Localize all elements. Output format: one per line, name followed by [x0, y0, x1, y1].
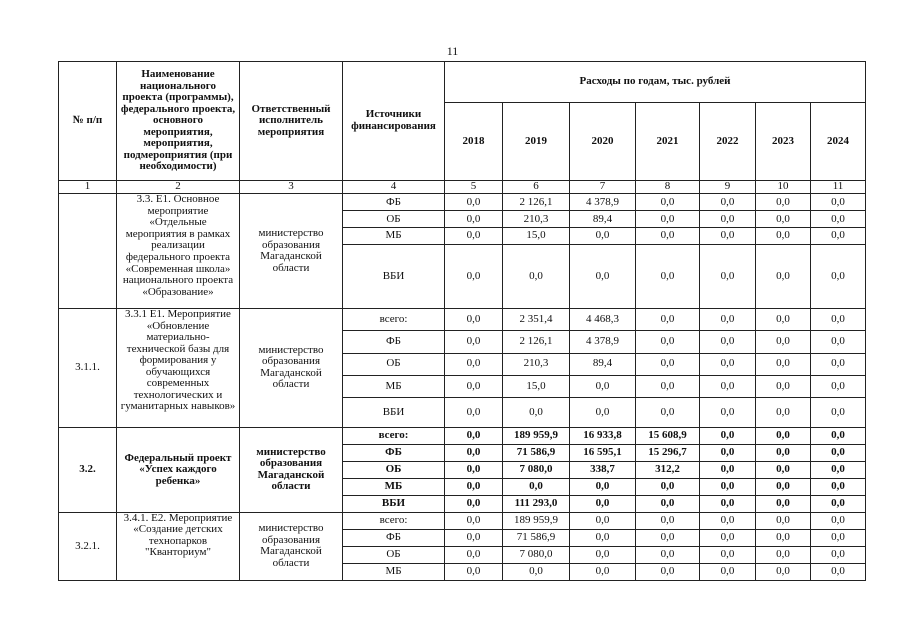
amount-cell: 0,0 [756, 194, 811, 211]
amount-cell: 0,0 [756, 353, 811, 375]
funding-source: всего: [343, 427, 445, 444]
amount-cell: 4 378,9 [570, 331, 636, 353]
row-number [59, 194, 117, 309]
amount-cell: 0,0 [570, 529, 636, 546]
amount-cell: 0,0 [445, 245, 503, 309]
amount-cell: 0,0 [756, 211, 811, 228]
amount-cell: 0,0 [811, 228, 866, 245]
amount-cell: 15,0 [503, 375, 570, 397]
amount-cell: 0,0 [756, 331, 811, 353]
amount-cell: 2 126,1 [503, 194, 570, 211]
amount-cell: 0,0 [756, 478, 811, 495]
amount-cell: 0,0 [811, 512, 866, 529]
col-number: 4 [343, 180, 445, 193]
amount-cell: 0,0 [445, 529, 503, 546]
amount-cell: 0,0 [700, 546, 756, 563]
amount-cell: 210,3 [503, 353, 570, 375]
item-name: Федеральный проект «Успех каждого ребенка» [117, 427, 240, 512]
amount-cell: 0,0 [445, 375, 503, 397]
amount-cell: 0,0 [636, 375, 700, 397]
amount-cell: 0,0 [570, 245, 636, 309]
amount-cell: 0,0 [445, 546, 503, 563]
amount-cell: 0,0 [756, 375, 811, 397]
amount-cell: 189 959,9 [503, 427, 570, 444]
table-row [59, 512, 866, 529]
amount-cell: 0,0 [636, 245, 700, 309]
amount-cell: 16 933,8 [570, 427, 636, 444]
amount-cell: 15,0 [503, 228, 570, 245]
amount-cell: 0,0 [756, 495, 811, 512]
amount-cell: 0,0 [636, 398, 700, 428]
amount-cell: 0,0 [445, 427, 503, 444]
amount-cell: 0,0 [811, 398, 866, 428]
amount-cell: 0,0 [503, 398, 570, 428]
year-header: 2021 [636, 103, 700, 181]
year-header: 2018 [445, 103, 503, 181]
amount-cell: 0,0 [445, 563, 503, 580]
page-number: 11 [446, 44, 459, 58]
executor: министерство образования Магаданской области [240, 194, 343, 309]
funding-source: МБ [343, 563, 445, 580]
amount-cell: 0,0 [636, 495, 700, 512]
year-header: 2022 [700, 103, 756, 181]
amount-cell: 0,0 [570, 512, 636, 529]
amount-cell: 0,0 [756, 228, 811, 245]
amount-cell: 71 586,9 [503, 444, 570, 461]
amount-cell: 0,0 [636, 563, 700, 580]
year-header: 2023 [756, 103, 811, 181]
amount-cell: 2 351,4 [503, 308, 570, 330]
amount-cell: 7 080,0 [503, 546, 570, 563]
amount-cell: 0,0 [445, 495, 503, 512]
amount-cell: 0,0 [700, 563, 756, 580]
amount-cell: 0,0 [756, 308, 811, 330]
amount-cell: 89,4 [570, 211, 636, 228]
amount-cell: 15 296,7 [636, 444, 700, 461]
amount-cell: 0,0 [700, 211, 756, 228]
amount-cell: 0,0 [756, 512, 811, 529]
amount-cell: 0,0 [700, 353, 756, 375]
amount-cell: 0,0 [700, 512, 756, 529]
amount-cell: 0,0 [570, 398, 636, 428]
amount-cell: 0,0 [700, 495, 756, 512]
item-name: 3.3.1 Е1. Мероприятие «Обновление материально-технической базы для формирования у обучающихся современных технологических и гуманитарных навыков» [117, 308, 240, 427]
header-name: Наименование национального проекта (программы), федерального проекта, основного мероприятия, мероприятия, подмероприятия (при необходимости) [117, 62, 240, 181]
amount-cell: 0,0 [445, 331, 503, 353]
amount-cell: 0,0 [636, 331, 700, 353]
amount-cell: 0,0 [811, 427, 866, 444]
amount-cell: 89,4 [570, 353, 636, 375]
amount-cell: 0,0 [756, 461, 811, 478]
amount-cell: 0,0 [700, 245, 756, 309]
amount-cell: 0,0 [756, 245, 811, 309]
amount-cell: 0,0 [756, 444, 811, 461]
col-number: 11 [811, 180, 866, 193]
col-number: 2 [117, 180, 240, 193]
row-number: 3.2.1. [59, 512, 117, 580]
amount-cell: 0,0 [811, 478, 866, 495]
amount-cell: 0,0 [636, 512, 700, 529]
amount-cell: 0,0 [503, 245, 570, 309]
amount-cell: 189 959,9 [503, 512, 570, 529]
amount-cell: 312,2 [636, 461, 700, 478]
funding-source: ФБ [343, 331, 445, 353]
amount-cell: 0,0 [811, 308, 866, 330]
funding-source: ВБИ [343, 398, 445, 428]
amount-cell: 0,0 [700, 331, 756, 353]
amount-cell: 0,0 [445, 308, 503, 330]
year-header: 2019 [503, 103, 570, 181]
amount-cell: 0,0 [811, 546, 866, 563]
funding-source: всего: [343, 308, 445, 330]
header-expenses: Расходы по годам, тыс. рублей [445, 62, 866, 103]
col-number: 10 [756, 180, 811, 193]
amount-cell: 0,0 [700, 398, 756, 428]
amount-cell: 0,0 [756, 529, 811, 546]
header-executor: Ответственный исполнитель мероприятия [240, 62, 343, 181]
funding-source: ФБ [343, 444, 445, 461]
amount-cell: 0,0 [636, 529, 700, 546]
amount-cell: 0,0 [700, 228, 756, 245]
col-number: 3 [240, 180, 343, 193]
amount-cell: 0,0 [700, 461, 756, 478]
amount-cell: 0,0 [636, 308, 700, 330]
funding-source: ФБ [343, 194, 445, 211]
amount-cell: 0,0 [811, 563, 866, 580]
funding-source: ОБ [343, 353, 445, 375]
column-number-row [59, 180, 866, 193]
amount-cell: 0,0 [636, 194, 700, 211]
funding-source: МБ [343, 478, 445, 495]
amount-cell: 0,0 [756, 563, 811, 580]
amount-cell: 0,0 [700, 529, 756, 546]
funding-source: ВБИ [343, 495, 445, 512]
amount-cell: 0,0 [700, 194, 756, 211]
amount-cell: 0,0 [756, 398, 811, 428]
amount-cell: 4 378,9 [570, 194, 636, 211]
amount-cell: 2 126,1 [503, 331, 570, 353]
amount-cell: 0,0 [570, 375, 636, 397]
amount-cell: 0,0 [445, 228, 503, 245]
funding-source: ОБ [343, 546, 445, 563]
funding-source: ВБИ [343, 245, 445, 309]
amount-cell: 0,0 [570, 228, 636, 245]
item-name: 3.4.1. Е2. Мероприятие «Создание детских технопарков "Кванториум" [117, 512, 240, 580]
executor: министерство образования Магаданской области [240, 427, 343, 512]
executor: министерство образования Магаданской области [240, 512, 343, 580]
amount-cell: 0,0 [811, 353, 866, 375]
amount-cell: 0,0 [570, 478, 636, 495]
amount-cell: 0,0 [445, 211, 503, 228]
col-number: 7 [570, 180, 636, 193]
col-number: 5 [445, 180, 503, 193]
col-number: 9 [700, 180, 756, 193]
executor: министерство образования Магаданской области [240, 308, 343, 427]
amount-cell: 71 586,9 [503, 529, 570, 546]
item-name: 3.3. Е1. Основное мероприятие «Отдельные мероприятия в рамках реализации федерального проекта «Современная школа» национального проекта «Образование» [117, 194, 240, 309]
funding-source: МБ [343, 228, 445, 245]
amount-cell: 0,0 [570, 563, 636, 580]
funding-source: ОБ [343, 461, 445, 478]
amount-cell: 0,0 [700, 375, 756, 397]
amount-cell: 0,0 [636, 211, 700, 228]
table-row [59, 427, 866, 444]
amount-cell: 0,0 [811, 194, 866, 211]
amount-cell: 0,0 [636, 546, 700, 563]
col-number: 6 [503, 180, 570, 193]
col-number: 8 [636, 180, 700, 193]
amount-cell: 0,0 [700, 478, 756, 495]
amount-cell: 0,0 [811, 461, 866, 478]
amount-cell: 0,0 [636, 228, 700, 245]
amount-cell: 0,0 [756, 546, 811, 563]
amount-cell: 111 293,0 [503, 495, 570, 512]
amount-cell: 0,0 [445, 478, 503, 495]
col-number: 1 [59, 180, 117, 193]
table-row [59, 194, 866, 211]
funding-source: ФБ [343, 529, 445, 546]
amount-cell: 0,0 [811, 375, 866, 397]
amount-cell: 0,0 [811, 444, 866, 461]
amount-cell: 7 080,0 [503, 461, 570, 478]
row-number: 3.2. [59, 427, 117, 512]
amount-cell: 0,0 [445, 461, 503, 478]
year-header: 2020 [570, 103, 636, 181]
amount-cell: 0,0 [811, 529, 866, 546]
header-row [59, 62, 866, 103]
amount-cell: 0,0 [636, 478, 700, 495]
funding-source: МБ [343, 375, 445, 397]
amount-cell: 0,0 [700, 308, 756, 330]
amount-cell: 210,3 [503, 211, 570, 228]
amount-cell: 16 595,1 [570, 444, 636, 461]
header-source: Источники финансирования [343, 62, 445, 181]
year-header: 2024 [811, 103, 866, 181]
amount-cell: 0,0 [700, 444, 756, 461]
amount-cell: 0,0 [570, 546, 636, 563]
budget-table [58, 61, 866, 581]
amount-cell: 15 608,9 [636, 427, 700, 444]
amount-cell: 0,0 [445, 512, 503, 529]
header-num: № п/п [59, 62, 117, 181]
funding-source: ОБ [343, 211, 445, 228]
amount-cell: 0,0 [756, 427, 811, 444]
amount-cell: 0,0 [503, 563, 570, 580]
row-number: 3.1.1. [59, 308, 117, 427]
amount-cell: 0,0 [811, 331, 866, 353]
amount-cell: 0,0 [811, 245, 866, 309]
amount-cell: 0,0 [503, 478, 570, 495]
amount-cell: 0,0 [811, 211, 866, 228]
amount-cell: 0,0 [570, 495, 636, 512]
amount-cell: 0,0 [445, 398, 503, 428]
amount-cell: 0,0 [811, 495, 866, 512]
amount-cell: 0,0 [700, 427, 756, 444]
amount-cell: 0,0 [445, 444, 503, 461]
table-row [59, 308, 866, 330]
amount-cell: 0,0 [445, 194, 503, 211]
amount-cell: 0,0 [636, 353, 700, 375]
funding-source: всего: [343, 512, 445, 529]
amount-cell: 338,7 [570, 461, 636, 478]
amount-cell: 4 468,3 [570, 308, 636, 330]
amount-cell: 0,0 [445, 353, 503, 375]
